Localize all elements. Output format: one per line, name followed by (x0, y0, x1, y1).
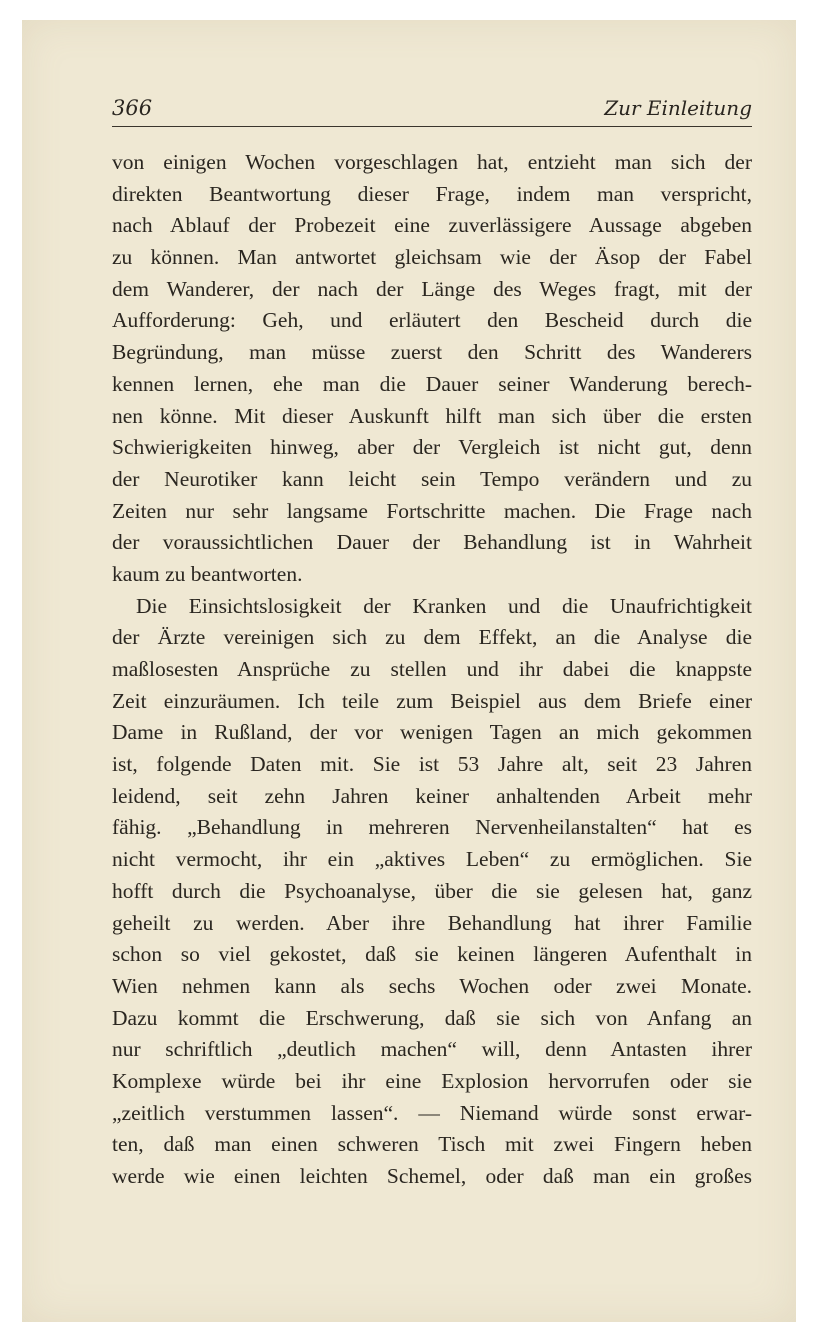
text-line: Wien nehmen kann als sechs Wochen oder zwei Monate. (112, 973, 752, 998)
body-text (112, 147, 752, 1193)
text-line: ten, daß man einen schweren Tisch mit zwei Fingern heben (112, 1132, 752, 1157)
paragraph (112, 591, 752, 1193)
running-head: Zur Einleitung (604, 96, 752, 120)
text-line: Zeiten nur sehr langsame Fortschritte machen. Die Frage nach (112, 498, 752, 523)
text-line: Zeit einzuräumen. Ich teile zum Beispiel aus dem Briefe einer (112, 688, 752, 713)
text-line: der Neurotiker kann leicht sein Tempo verändern und zu (112, 466, 752, 491)
text-line: Komplexe würde bei ihr eine Explosion hervorrufen oder sie (112, 1068, 752, 1093)
text-line: zu können. Man antwortet gleichsam wie der Äsop der Fabel (112, 245, 752, 270)
text-line: dem Wanderer, der nach der Länge des Weges fragt, mit der (112, 276, 752, 301)
text-line: kennen lernen, ehe man die Dauer seiner Wanderung berech- (112, 371, 752, 396)
page-number: 366 (112, 96, 153, 120)
text-line: ist, folgende Daten mit. Sie ist 53 Jahre alt, seit 23 Jahren (112, 752, 752, 777)
text-line: nicht vermocht, ihr ein „aktives Leben“ zu ermöglichen. Sie (112, 847, 752, 872)
text-line: von einigen Wochen vorgeschlagen hat, entzieht man sich der (112, 150, 752, 174)
text-line: schon so viel gekostet, daß sie keinen längeren Aufenthalt in (112, 942, 752, 967)
text-line: kaum zu beantworten. (112, 561, 303, 586)
text-line: fähig. „Behandlung in mehreren Nervenheilanstalten“ hat es (112, 815, 752, 840)
page-header (112, 96, 752, 126)
text-line: nen könne. Mit dieser Auskunft hilft man sich über die ersten (112, 403, 752, 428)
text-line: der Ärzte vereinigen sich zu dem Effekt, an die Analyse die (112, 625, 752, 650)
text-line: Dazu kommt die Erschwerung, daß sie sich von Anfang an (112, 1005, 752, 1030)
text-line: nur schriftlich „deutlich machen“ will, denn Antasten ihrer (112, 1037, 752, 1062)
paragraph (112, 147, 752, 591)
text-line: der voraussichtlichen Dauer der Behandlung ist in Wahrheit (112, 530, 752, 555)
text-line: „zeitlich verstummen lassen“. — Niemand würde sonst erwar- (112, 1100, 752, 1125)
text-line: Begründung, man müsse zuerst den Schritt des Wanderers (112, 340, 752, 365)
text-line: Schwierigkeiten hinweg, aber der Vergleich ist nicht gut, denn (112, 435, 752, 460)
text-line: leidend, seit zehn Jahren keiner anhaltenden Arbeit mehr (112, 783, 752, 808)
text-line: direkten Beantwortung dieser Frage, indem man verspricht, (112, 181, 752, 206)
text-line: Dame in Rußland, der vor wenigen Tagen an mich gekommen (112, 720, 752, 745)
text-line: hofft durch die Psychoanalyse, über die sie gelesen hat, ganz (112, 878, 752, 903)
text-line: maßlosesten Ansprüche zu stellen und ihr dabei die knappste (112, 657, 752, 681)
text-line: geheilt zu werden. Aber ihre Behandlung hat ihrer Familie (112, 910, 752, 935)
text-line: nach Ablauf der Probezeit eine zuverlässigere Aussage abgeben (112, 213, 752, 238)
text-line: Die Einsichtslosigkeit der Kranken und die Unaufrichtigkeit (136, 593, 752, 618)
text-line: Aufforderung: Geh, und erläutert den Bescheid durch die (112, 308, 752, 333)
text-line: werde wie einen leichten Schemel, oder daß man ein großes (112, 1164, 752, 1188)
header-rule (112, 126, 752, 127)
